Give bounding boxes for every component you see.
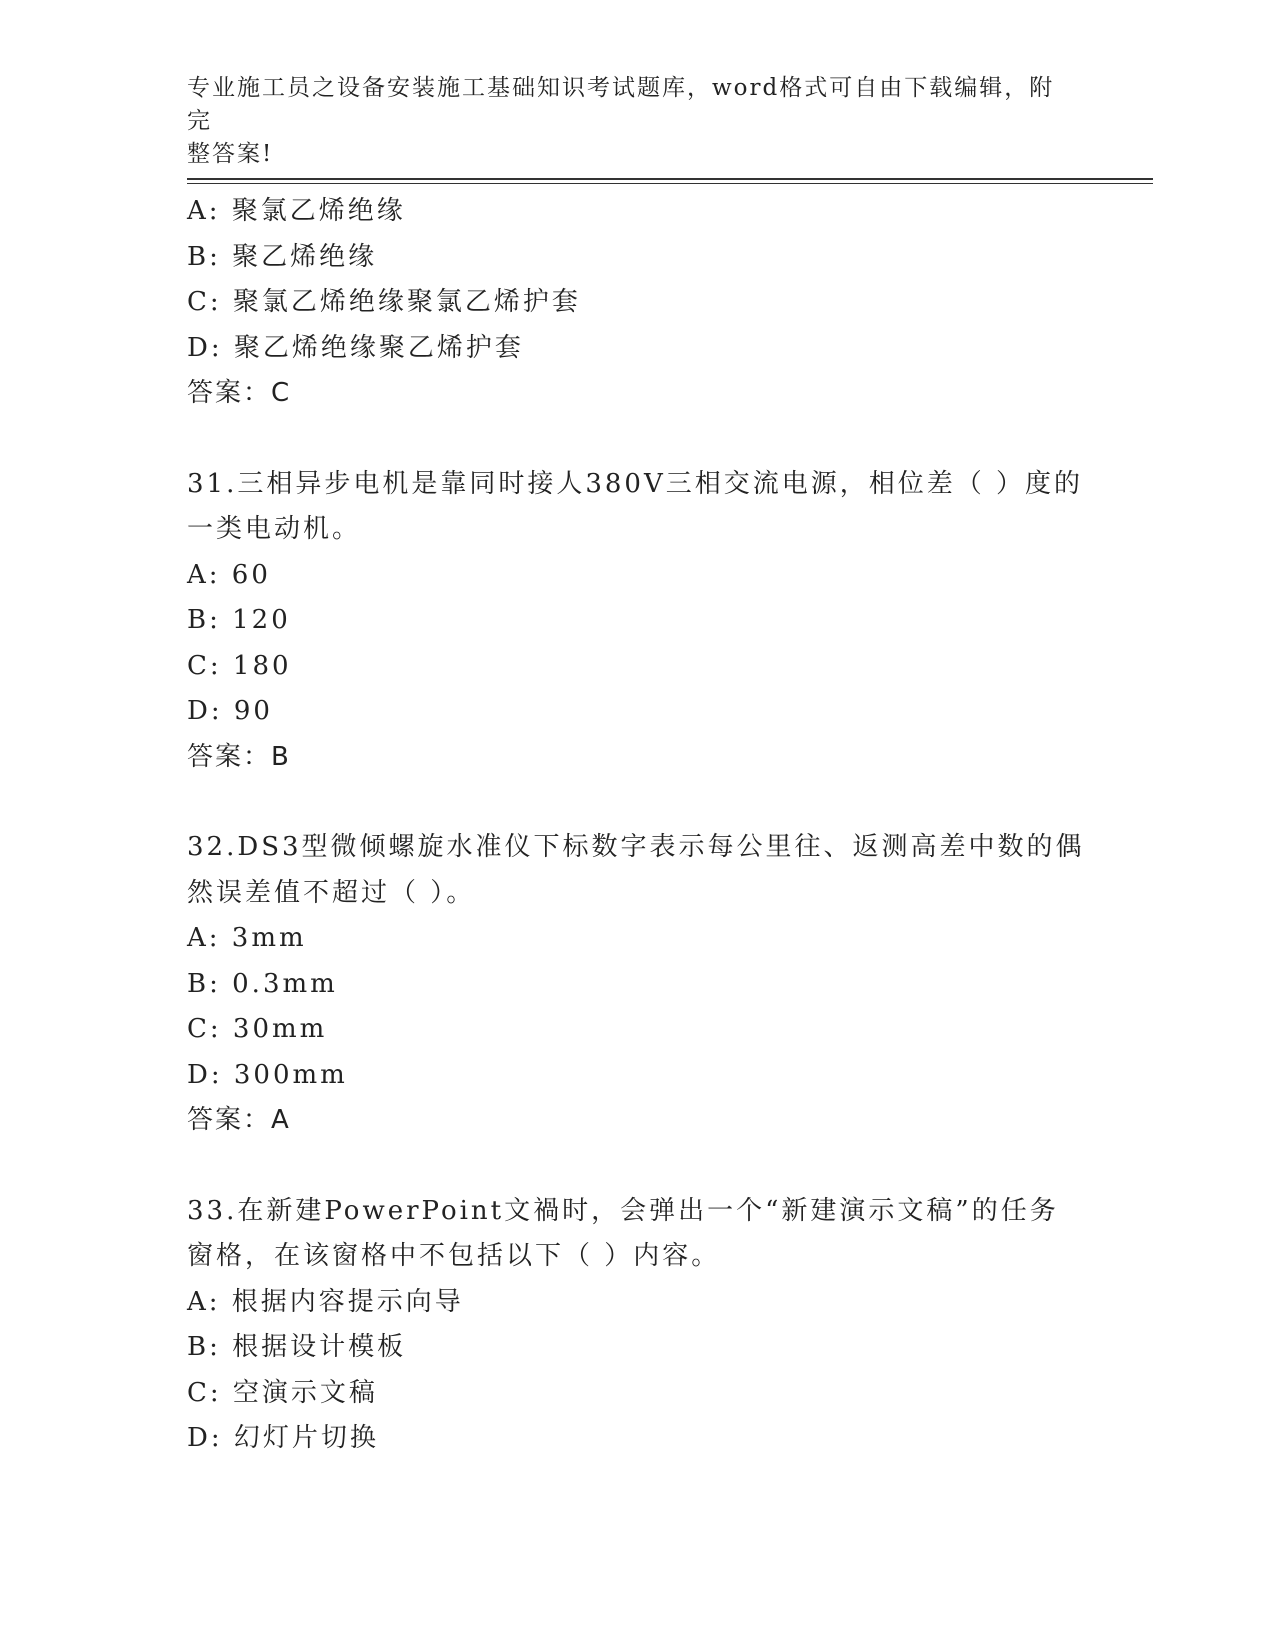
option-a: A: 3mm <box>187 923 307 953</box>
option-b: B: 120 <box>187 605 291 635</box>
option-d: D: 聚乙烯绝缘聚乙烯护套 <box>187 332 524 363</box>
option-c: C: 30mm <box>187 1014 328 1044</box>
header-divider-thin <box>187 183 1153 184</box>
question-block-31 <box>187 462 1087 781</box>
option-c: C: 聚氯乙烯绝缘聚氯乙烯护套 <box>187 287 581 317</box>
option-b: B: 根据设计模板 <box>187 1332 407 1362</box>
option-c: C: 180 <box>187 650 292 681</box>
question-text-line-1: 31.三相异步电机是靠同时接人380V三相交流电源，相位差（ ）度的 <box>187 468 1084 499</box>
option-c: C: 空演示文稿 <box>187 1377 378 1408</box>
option-a: A: 根据内容提示向导 <box>187 1286 464 1317</box>
question-text-line-1: 32.DS3型微倾螺旋水准仪下标数字表示每公里往、返测高差中数的偶 <box>187 832 1085 862</box>
answer-line: 答案：C <box>187 378 292 408</box>
header-line-2: 整答案! <box>187 141 274 167</box>
question-block-30 <box>187 189 1087 417</box>
question-list <box>187 189 1087 1462</box>
question-block-32 <box>187 825 1087 1144</box>
question-text-line-2: 一类电动机。 <box>187 514 362 544</box>
answer-line: 答案：B <box>187 741 291 772</box>
option-d: D: 90 <box>187 696 273 726</box>
option-a: A: 60 <box>187 559 271 590</box>
question-text-line-1: 33.在新建PowerPoint文禍时，会弹出一个“新建演示文稿”的任务 <box>187 1195 1059 1226</box>
option-d: D: 幻灯片切换 <box>187 1423 379 1453</box>
document-header <box>187 72 1067 171</box>
option-b: B: 0.3mm <box>187 968 338 999</box>
question-text-line-2: 然误差值不超过（ ）。 <box>187 877 476 908</box>
question-text-line-2: 窗格，在该窗格中不包括以下（ ）内容。 <box>187 1241 721 1271</box>
header-line-1: 专业施工员之设备安装施工基础知识考试题库，word格式可自由下载编辑，附完 <box>187 75 1055 134</box>
option-a: A: 聚氯乙烯绝缘 <box>187 196 406 226</box>
option-b: B: 聚乙烯绝缘 <box>187 241 378 272</box>
answer-line: 答案：A <box>187 1105 291 1135</box>
question-block-33 <box>187 1189 1087 1462</box>
option-d: D: 300mm <box>187 1059 348 1090</box>
header-divider-thick <box>187 178 1153 180</box>
